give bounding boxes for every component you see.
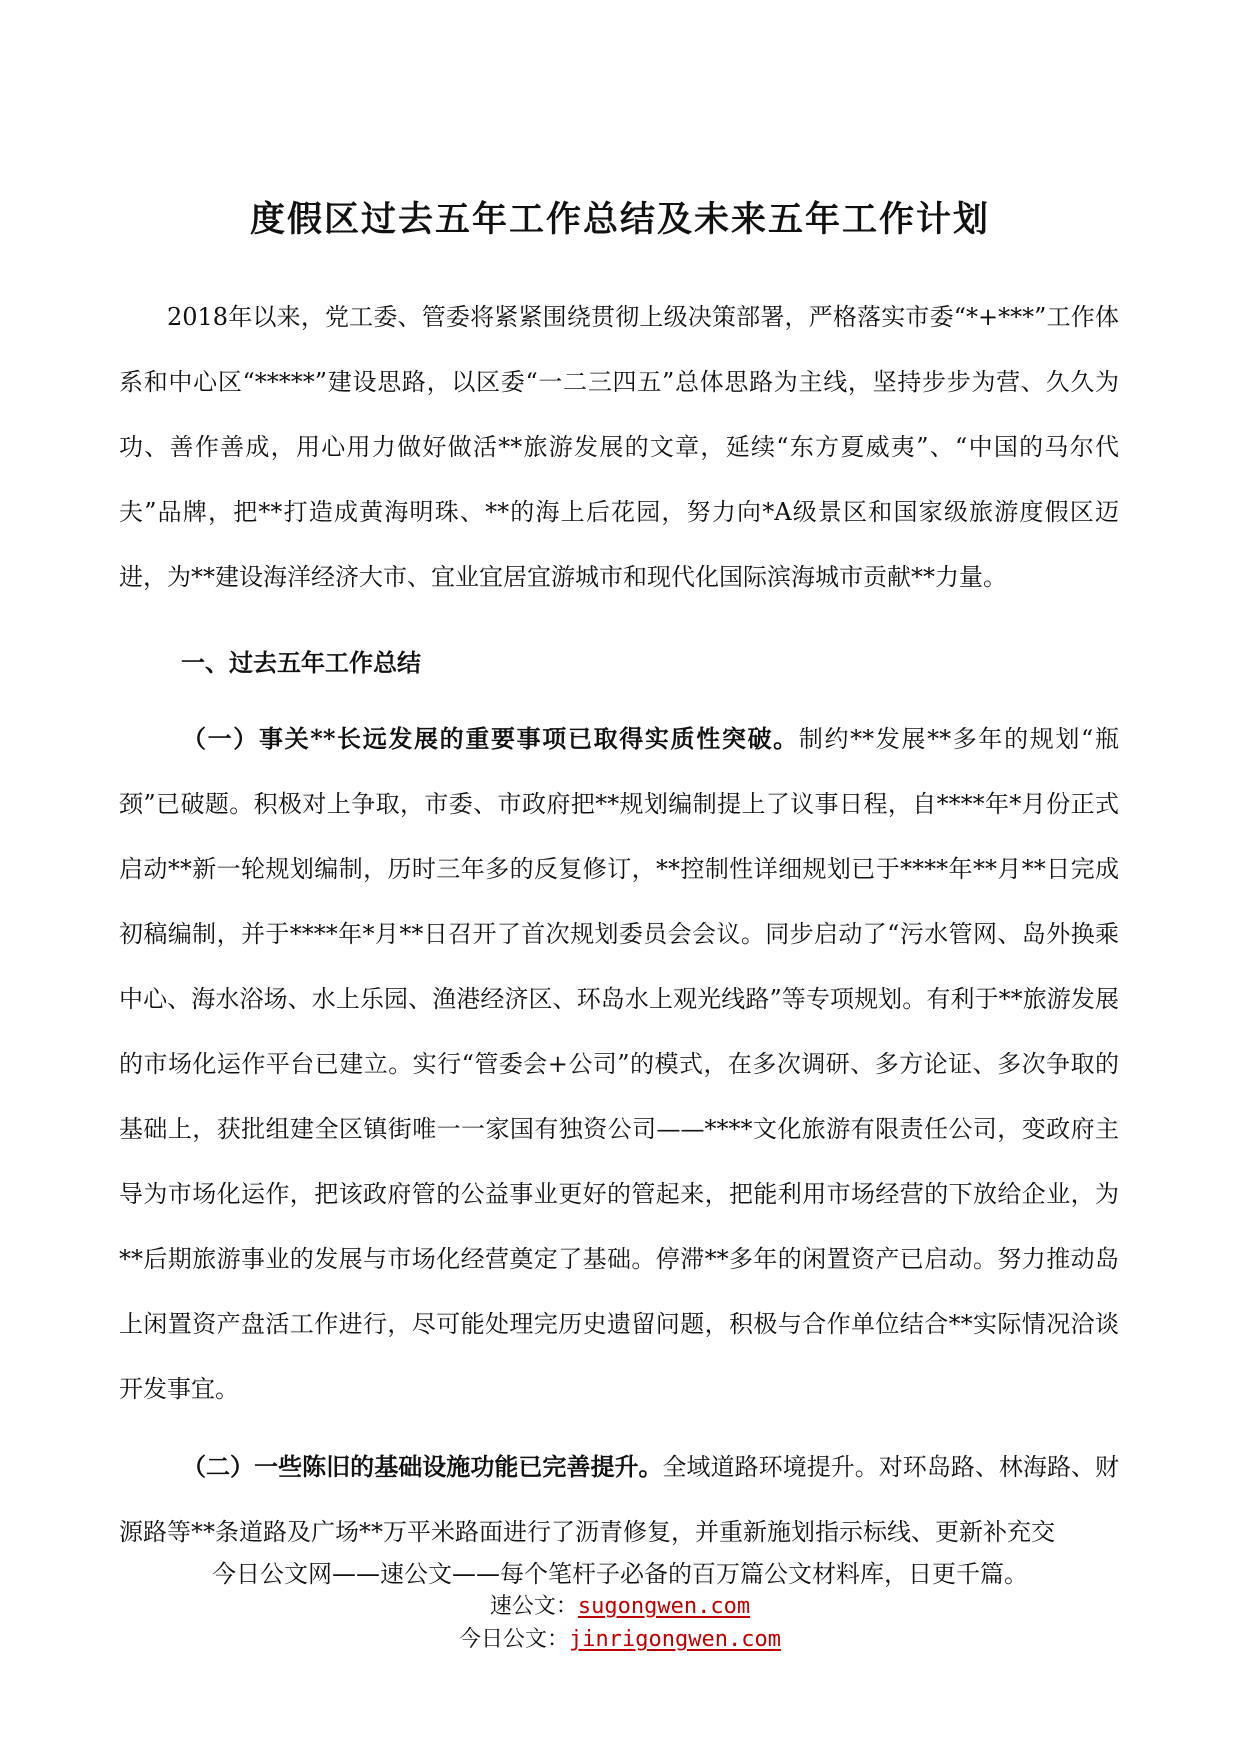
footer-tagline: 今日公文网——速公文——每个笔杆子必备的百万篇公文材料库，日更千篇。 bbox=[212, 1560, 1028, 1588]
intro-paragraph: 2018年以来，党工委、管委将紧紧围绕贯彻上级决策部署，严格落实市委“*+***”工作体系和中心区“*****”建设思路，以区委“一二三四五”总体思路为主线，坚持步步为营、久久为功、善作善成，用心用力做好做活**旅游发展的文章，延续“东方夏威夷”、“中国的马尔代夫”品牌，把**打造成黄海明珠、**的海上后花园，努力向*A级景区和国家级旅游度假区迈进，为**建设海洋经济大市、宜业宜居宜游城市和现代化国际滨海城市贡献**力量。 bbox=[119, 303, 1119, 591]
paragraph-two bbox=[119, 1434, 1119, 1565]
paragraph-two-lead: （二）一些陈旧的基础设施功能已完善提升。 bbox=[182, 1452, 663, 1481]
footer-site1-label: 速公文： bbox=[489, 1594, 578, 1619]
sugongwen-link[interactable]: sugongwen.com bbox=[577, 1594, 751, 1619]
document-title: 度假区过去五年工作总结及未来五年工作计划 bbox=[249, 199, 990, 240]
paragraph-one-lead: （一）事关**长远发展的重要事项已取得实质性突破。 bbox=[182, 724, 799, 753]
section-heading: 一、过去五年工作总结 bbox=[181, 648, 421, 677]
jinrigongwen-link[interactable]: jinrigongwen.com bbox=[569, 1627, 781, 1652]
paragraph-one bbox=[119, 706, 1119, 1422]
footer-site-jinrigongwen bbox=[0, 1624, 1240, 1656]
paragraph-one-text: 制约**发展**多年的规划“瓶颈”已破题。积极对上争取，市委、市政府把**规划编制提上了议事日程，自****年*月份正式启动**新一轮规划编制，历时三年多的反复修订，**控制性详细规划已于****年**月**日完成初稿编制，并于****年*月**日召开了首次规划委员会会议。同步启动了“污水管网、岛外换乘中心、海水浴场、水上乐园、渔港经济区、环岛水上观光线路”等专项规划。有利于**旅游发展的市场化运作平台已建立。实行“管委会+公司”的模式，在多次调研、多方论证、多次争取的基础上，获批组建全区镇街唯一一家国有独资公司——****文化旅游有限责任公司，变政府主导为市场化运作，把该政府管的公益事业更好的管起来，把能利用市场经营的下放给企业，为**后期旅游事业的发展与市场化经营奠定了基础。停滞**多年的闲置资产已启动。努力推动岛上闲置资产盘活工作进行，尽可能处理完历史遗留问题，积极与合作单位结合**实际情况洽谈开发事宜。 bbox=[119, 725, 1119, 1403]
paragraph-two-text: 全域道路环境提升。对环岛路、林海路、财源路等**条道路及广场**万平米路面进行了沥青修复，并重新施划指示标线、更新补充交 bbox=[119, 1453, 1120, 1546]
footer-site-sugongwen bbox=[0, 1591, 1240, 1623]
footer-site2-label: 今日公文： bbox=[459, 1627, 570, 1652]
